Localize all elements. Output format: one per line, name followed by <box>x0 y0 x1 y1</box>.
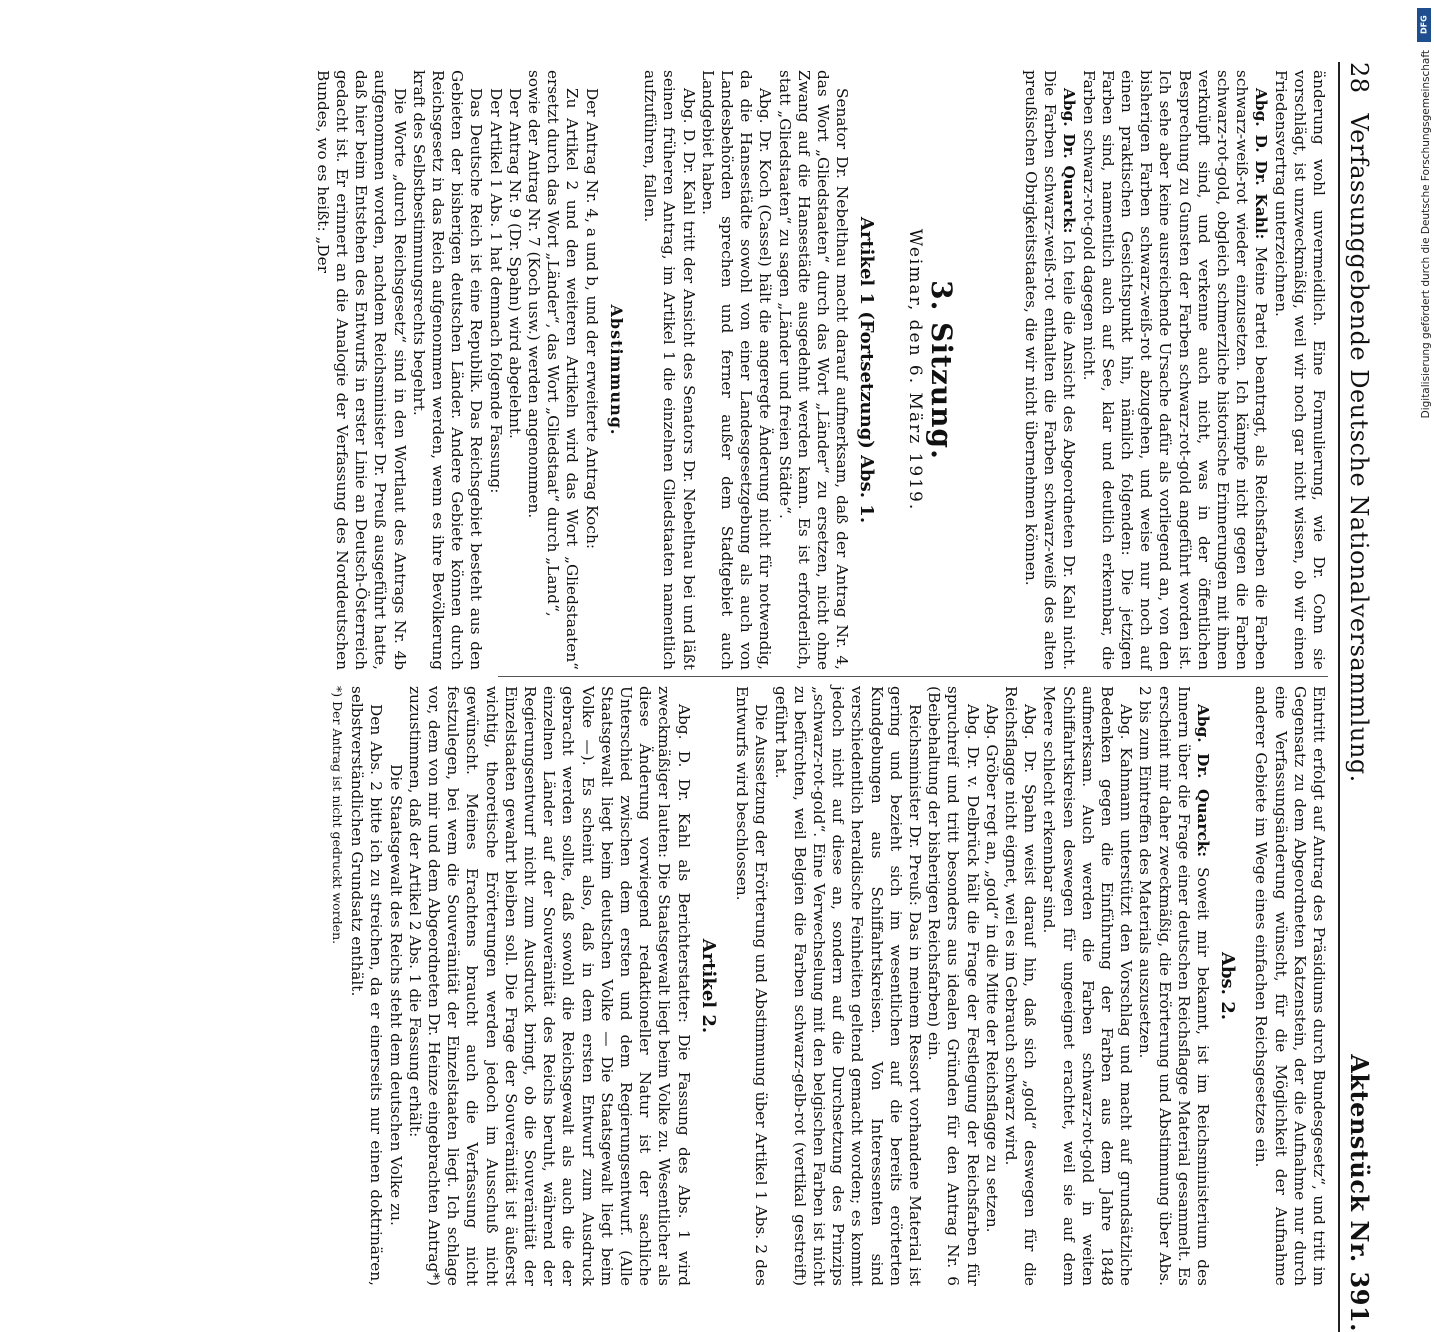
speech: Soweit mir bekannt, ist im Reichsministerium des Innern über die Frage einer deutschen Reichsflagge Material gesammelt. Es erscheint mir daher zweckmäßig, die Erörterung und Abstimmung über Abs. 2 bis zum Eintreffen des Materials auszusetzen. <box>1136 686 1212 1286</box>
paragraph: Das Deutsche Reich ist eine Republik. Das Reichsgebiet besteht aus den Gebieten der bisherigen deutschen Länder. Andere Gebiete können durch Reichsgesetz in das Reich aufgenommen werden, wenn es ihre Bevölkerung kraft des Selbstbestimmungsrechts begehrt. <box>409 70 486 670</box>
paragraph: Die Worte „durch Reichsgesetz“ sind in den Wortlaut des Antrags Nr. 4b aufgenommen worden, nachdem Reichsminister Dr. Preuß ausgeführt hatte, daß hier beim Entstehen des Entwurfs in erster Linie an Deutsch-Österreich gedacht ist. Er erinnert an die Analogie der Verfassung des Norddeutschen Bundes, wo es heißt: „Der <box>313 70 409 670</box>
paragraph: änderung wohl unvermeidlich. Eine Formulierung, wie Dr. Cohn sie vorschlägt, ist unzweckmäßig, weil wir noch gar nicht wissen, ob wir einen Friedensvertrag unterzeichnen. <box>1271 70 1328 670</box>
paragraph: Die Aussetzung der Erörterung und Abstimmung über Artikel 1 Abs. 2 des Entwurfs wird beschlossen. <box>733 686 771 1286</box>
paragraph <box>1021 70 1079 670</box>
dfg-credit: Digitalisierung gefördert durch die Deutsche Forschungsgemeinschaft <box>1420 50 1432 419</box>
paragraph: Abg. D. Dr. Kahl als Berichterstatter: Die Fassung des Abs. 1 wird zweckmäßiger lauten: Die Staatsgewalt liegt beim Volke zu. Wesentlicher als diese Änderung vorwiegend redaktioneller Natur ist der sachliche Unterschied zwischen dem ersten und dem Regierungsentwurf. (Alle Staatsgewalt liegt beim deutschen Volke — Die Staatsgewalt liegt beim Volke —). Es scheint also, daß in dem ersten Entwurf zum Ausdruck gebracht werden sollte, daß sowohl die Reichsgewalt als auch die der einzelnen Länder auf der Souveränität des Reichs beruht, während der Regierungsentwurf nicht zum Ausdruck bringt, ob die Souveränität der Einzelstaaten gewahrt bleiben soll. Die Frage der Souveränität ist äußerst wichtig, theoretische Erörterungen werden jedoch im Ausschuß nicht gewünscht. Meines Erachtens braucht auch die Verfassung nicht festzulegen, bei wem die Souveränität der Einzelstaaten liegt. Ich schlage vor, dem von mir und dem Abgeordneten Dr. Heinze eingebrachten Antrag*) zuzustimmen, daß der Artikel 2 Abs. 1 die Fassung erhält: <box>405 686 693 1286</box>
paragraph: Abg. Dr. Spahn weist darauf hin, daß sich „gold“ deswegen für die Reichsflagge nicht eignet, weil es im Gebrauch schwarz wird. <box>1001 686 1040 1286</box>
footnote: *) Der Antrag ist nicht gedruckt worden. <box>330 686 346 945</box>
vote-heading: Abstimmung. <box>606 304 626 436</box>
paragraph: Senator Dr. Nebelthau macht darauf aufmerksam, daß der Antrag Nr. 4, das Wort „Gliedstaaten“ durch das Wort „Länder“ zu ersetzen, nicht ohne Zwang auf die Hansestädte ausgedehnt werden kann. Es ist erforderlich, statt „Gliedstaaten“ zu sagen „Länder und freien Städte“. <box>775 70 852 670</box>
session-date: Weimar, den 6. März 1919. <box>904 228 925 512</box>
dfg-sidebar <box>1412 0 1434 1000</box>
dfg-logo-icon: DFG <box>1417 8 1431 42</box>
speaker: Abg. Dr. Quarck: <box>1060 88 1079 234</box>
speech: Ich teile die Ansicht des Abgeordneten Dr. Kahl nicht. Die Farben schwarz-weiß-rot enthalten die Farben schwarz-weiß des alten preußischen Obrigkeitsstaates, die wir nicht übernehmen können. <box>1021 70 1079 670</box>
paragraph: Abg. Gröber regt an, „gold“ in die Mitte der Reichsflagge zu setzen. <box>982 704 1001 1233</box>
article-heading: Artikel 2. <box>697 938 719 1034</box>
column-divider <box>498 676 1328 677</box>
publication-title: Verfassunggebende Deutsche Nationalversammlung. <box>1345 113 1373 783</box>
paragraph <box>1078 70 1270 670</box>
speech: Meine Partei beantragt, als Reichsfarben die Farben schwarz-weiß-rot wieder einzusetzen. Ich kämpfe nicht gegen die Farben schwarz-rot-gold, obgleich schmerzliche historische Erinnerungen mit ihnen verknüpft sind, und verkenne auch nicht, was in der öffentlichen Besprechung zu Gunsten der Farben schwarz-rot-gold angeführt worden ist. Ich sehe aber keine ausreichende Ursache dafür als vorliegend an, von den bisherigen Farben schwarz-weiß-rot abzugehen, und weise nur noch auf einen praktischen Gesichtspunkt hin, nämlich folgenden: Die jetzigen Farben sind, namentlich auch auf See, klar und deutlich erkennbar, die Farben schwarz-rot-gold dagegen nicht. <box>1079 70 1271 671</box>
paragraph: Der Artikel 1 Abs. 1 hat demnach folgende Fassung: <box>486 88 505 494</box>
page-header <box>1338 62 1374 1332</box>
left-column <box>313 70 1328 670</box>
paragraph: Reichsminister Dr. Preuß: Das in meinem Ressort vorhandene Material ist gering und bezieht sich im wesentlichen auf die bereits erörterten Kundgebungen aus Schiffahrtskreisen. Von Interessenten sind verschiedentlich heraldische Feinheiten geltend gemacht worden; es kommt jedoch nicht auf diese an, sondern auf die Durchsetzung des Prinzips „schwarz-rot-gold“. Eine Verwechselung mit den belgischen Farben ist nicht zu befürchten, weil Belgien die Farben schwarz-gelb-rot (vertikal gestreift) geführt hat. <box>771 686 924 1286</box>
quoted-text: Die Staatsgewalt des Reichs steht dem deutschen Volke zu. <box>386 764 405 1226</box>
page-number: 28 <box>1345 62 1373 94</box>
paragraph: Eintritt erfolgt auf Antrag des Präsidiums durch Bundesgesetz“, und tritt im Gegensatz zu dem Abgeordneten Katzenstein, der die Aufnahme nur durch eine Verfassungsänderung wünscht, für die Möglichkeit der Aufnahme anderer Gebiete im Wege eines einfachen Reichsgesetzes ein. <box>1252 686 1328 1286</box>
paragraph: Zu Artikel 2 und den weiteren Artikeln wird das Wort „Gliedstaaten“ ersetzt durch das Wort „Länder“, das Wort „Gliedstaat“ durch „Land“, <box>544 70 582 670</box>
session-heading: 3. Sitzung. <box>924 280 958 460</box>
right-column <box>328 686 1328 1286</box>
section-heading: Abs. 2. <box>1217 951 1239 1020</box>
paragraph: Abg. Dr. v. Delbrück hält die Frage der Festlegung der Reichsfarben für spruchreif und tritt besonders aus idealen Gründen für den Antrag Nr. 6 (Beibehaltung der bisherigen Reichsfarben) ein. <box>925 686 982 1286</box>
paragraph: Den Abs. 2 bitte ich zu streichen, da er einerseits nur einen doktrinären, selbstverständlichen Grundsatz enthält. <box>348 686 386 1286</box>
paragraph: Der Antrag Nr. 4, a und b, und der erweiterte Antrag Koch: <box>582 88 601 549</box>
paragraph: Abg. Dr. Koch (Cassel) hält die angeregte Änderung nicht für notwendig, da die Hansestädte sowohl von einer Landesgesetzgebung als auch von Landesbehörden sprechen und ferner außer dem Stadtgebiet auch Landgebiet haben. <box>698 70 775 670</box>
paragraph: Abg. Kahmann unterstützt den Vorschlag und macht auf grundsätzliche Bedenken gegen die Einführung der Farben aus dem Jahre 1848 aufmerksam. Auch werden die Farben schwarz-rot-gold in weiten Schiffahrtskreisen deswegen für ungeeignet erachtet, weil sie auf dem Meere schlecht erkennbar sind. <box>1040 686 1136 1286</box>
speaker: Abg. D. Dr. Kahl: <box>1252 88 1271 240</box>
paragraph: Abg. D. Dr. Kahl tritt der Ansicht des Senators Dr. Nebelthau bei und läßt seinen früheren Antrag, im Artikel 1 die einzelnen Gliedstaaten namentlich aufzuführen, fallen. <box>641 70 698 670</box>
paragraph <box>1135 686 1212 1286</box>
document-number: Aktenstück Nr. 391. <box>1345 1054 1374 1332</box>
paragraph: sowie der Antrag Nr. 7 (Koch usw.) werden angenommen. <box>525 70 544 519</box>
speaker: Abg. Dr. Quarck: <box>1193 704 1212 858</box>
paragraph: Der Antrag Nr. 9 (Dr. Spahn) wird abgelehnt. <box>505 88 524 439</box>
article-heading: Artikel 1 (Fortsetzung) Abs. 1. <box>856 216 878 524</box>
